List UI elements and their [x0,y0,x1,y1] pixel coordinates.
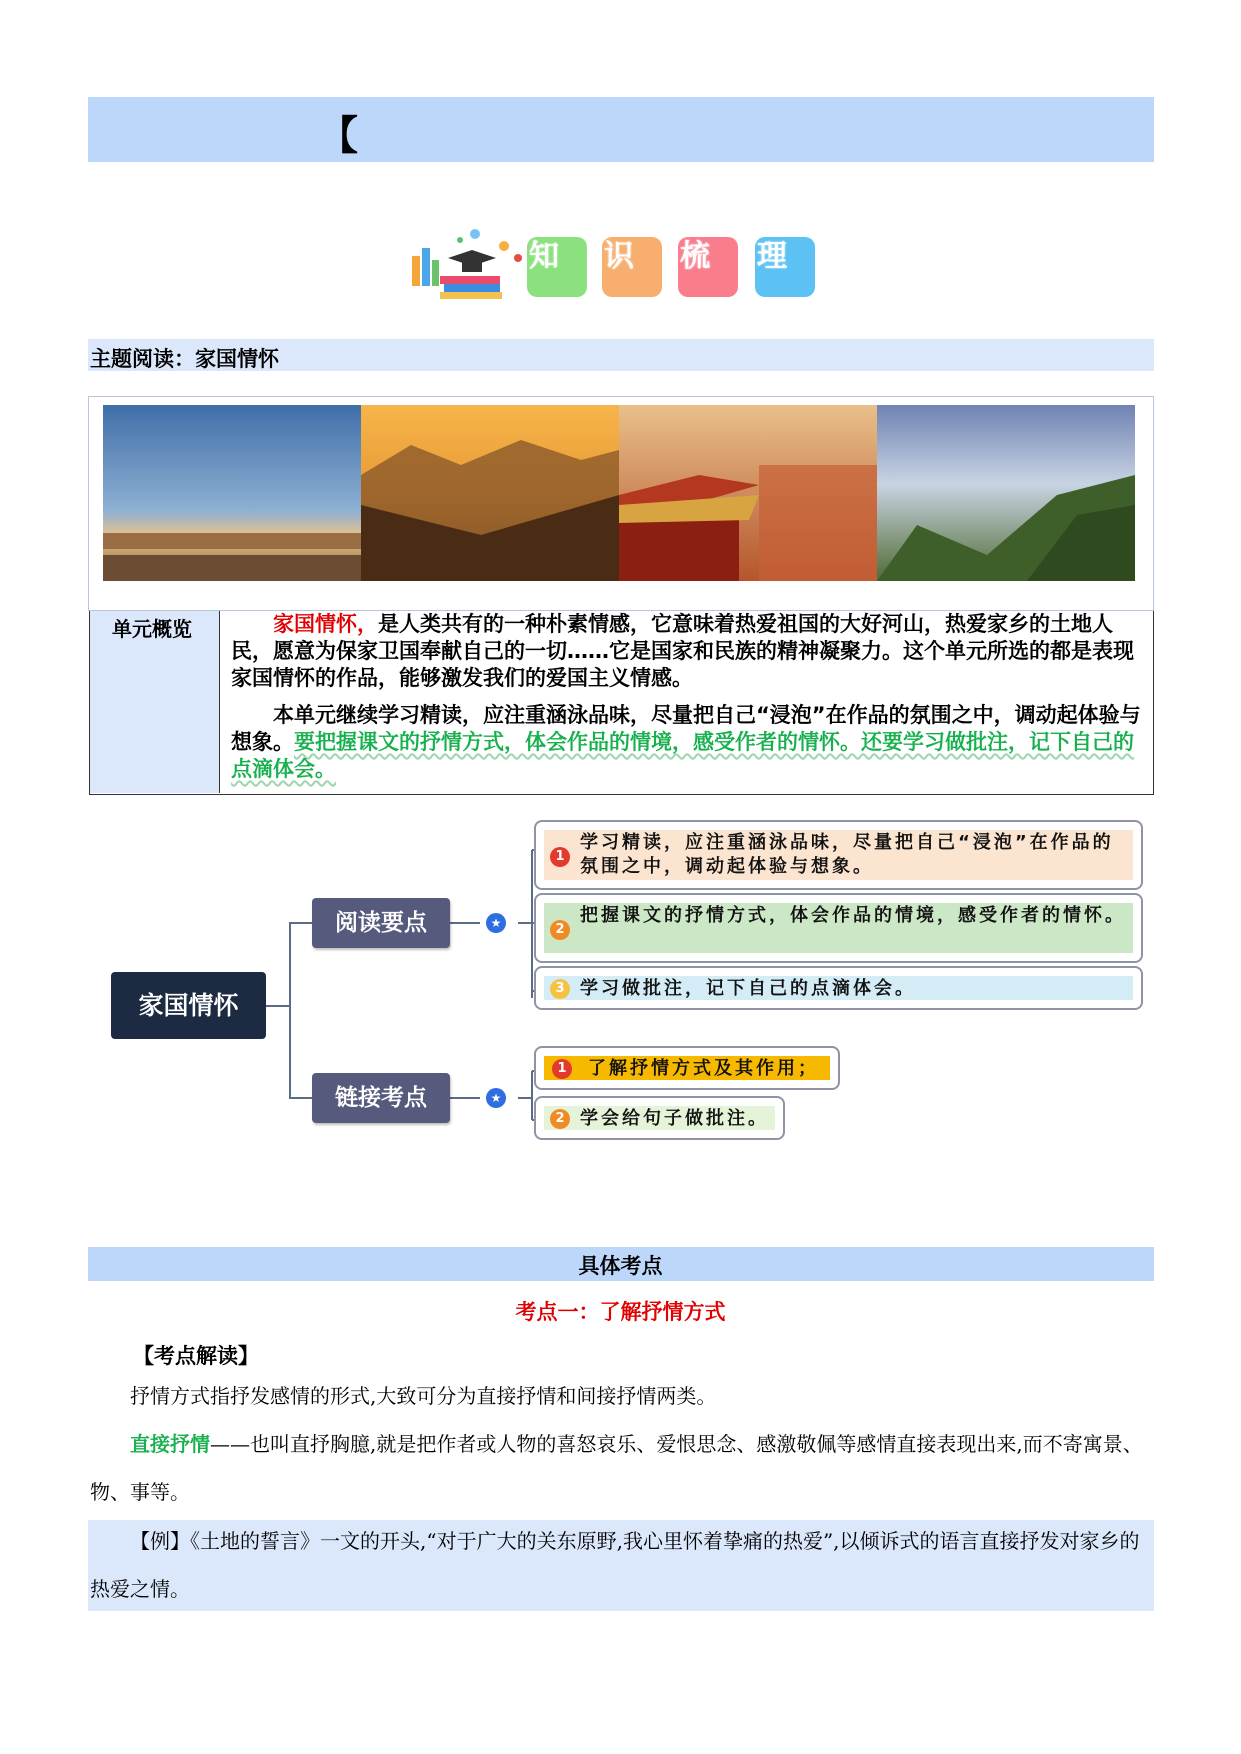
reading-point-3-text: 学习做批注，记下自己的点滴体会。 [580,978,916,999]
title-banner [88,97,1154,162]
keyword-tile-2: 识 [602,237,662,297]
overview-label: 单元概览 [112,617,192,641]
overview-paragraph-2: 本单元继续学习精读，应注重涵泳品味，尽量把自己“浸泡”在作品的氛围之中，调动起体验与想象。要把握课文的抒情方式，体会作品的情境，感受作者的情怀。还要学习做批注，记下自己的点滴体会。 [231,703,1141,781]
exam-point-2-text: 学会给句子做批注。 [580,1108,769,1129]
reading-point-1-text: 学习精读，应注重涵泳品味，尽量把自己“浸泡”在作品的氛围之中，调动起体验与想象。 [580,832,1114,877]
exam-point-1-text: 了解抒情方式及其作用； [588,1058,819,1079]
direct-lyric-definition: 直接抒情——也叫直抒胸臆,就是把作者或人物的喜怒哀乐、爱恨思念、感激敬佩等感情直接表现出来,而不寄寓景、物、事等。 [90,1432,1143,1504]
exam-point-2 [534,1096,785,1140]
seaside-photo [103,405,361,581]
star-icon: ★ [486,1088,506,1108]
keyword-tile-3: 梳 [678,237,738,297]
great-wall-mist-photo [877,405,1135,581]
keyword-tile-4: 理 [755,237,815,297]
exam-point-1-title: 考点一：了解抒情方式 [515,1300,726,1324]
reading-point-2-text: 把握课文的抒情方式，体会作品的情境，感受作者的情怀。 [580,905,1126,926]
unit-overview-table [89,611,1154,795]
number-badge: 2 [550,1109,570,1129]
overview-paragraph-1: 家国情怀，是人类共有的一种朴素情感，它意味着热爱祖国的大好河山，热爱家乡的土地人民，愿意为保家卫国奉献自己的一切……它是国家和民族的精神凝聚力。这个单元所选的都是表现家国情怀的作品，能够激发我们的爱国主义情感。 [231,612,1134,690]
great-wall-sunset-photo [361,405,619,581]
title-bracket: 【 [318,113,358,159]
lyric-method-definition: 抒情方式指抒发感情的形式,大致可分为直接抒情和间接抒情两类。 [130,1384,717,1408]
star-icon: ★ [486,913,506,933]
mindmap-branch-exam: 链接考点 [312,1073,450,1123]
mindmap-root: 家国情怀 [111,972,266,1039]
theme-title: 主题阅读：家国情怀 [90,347,279,371]
exam-point-1 [534,1046,840,1090]
number-badge: 1 [550,847,570,867]
reading-point-1 [534,820,1143,890]
direct-lyric-term: 直接抒情 [130,1432,210,1456]
overview-highlight-green: 要把握课文的抒情方式，体会作品的情境，感受作者的情怀。还要学习做批注，记下自己的点滴体会。 [231,730,1134,781]
interpretation-label: 【考点解读】 [133,1344,259,1368]
reading-point-3 [534,966,1143,1010]
forbidden-city-photo [619,405,877,581]
exam-header-title: 具体考点 [578,1254,663,1278]
reading-point-2 [534,893,1143,963]
overview-label-cell [90,611,220,793]
example-text: 【例】《土地的誓言》一文的开头,“对于广大的关东原野,我心里怀着挚痛的热爱”,以倾诉式的语言直接抒发对家乡的热爱之情。 [90,1529,1140,1601]
overview-highlight-red: 家国情怀， [273,612,378,636]
overview-content [231,611,1143,783]
number-badge: 3 [550,979,570,999]
mindmap-branch-reading: 阅读要点 [312,898,450,948]
number-badge: 1 [552,1059,572,1079]
number-badge: 2 [550,920,570,940]
books-icon [410,228,525,300]
keyword-tile-1: 知 [527,237,587,297]
